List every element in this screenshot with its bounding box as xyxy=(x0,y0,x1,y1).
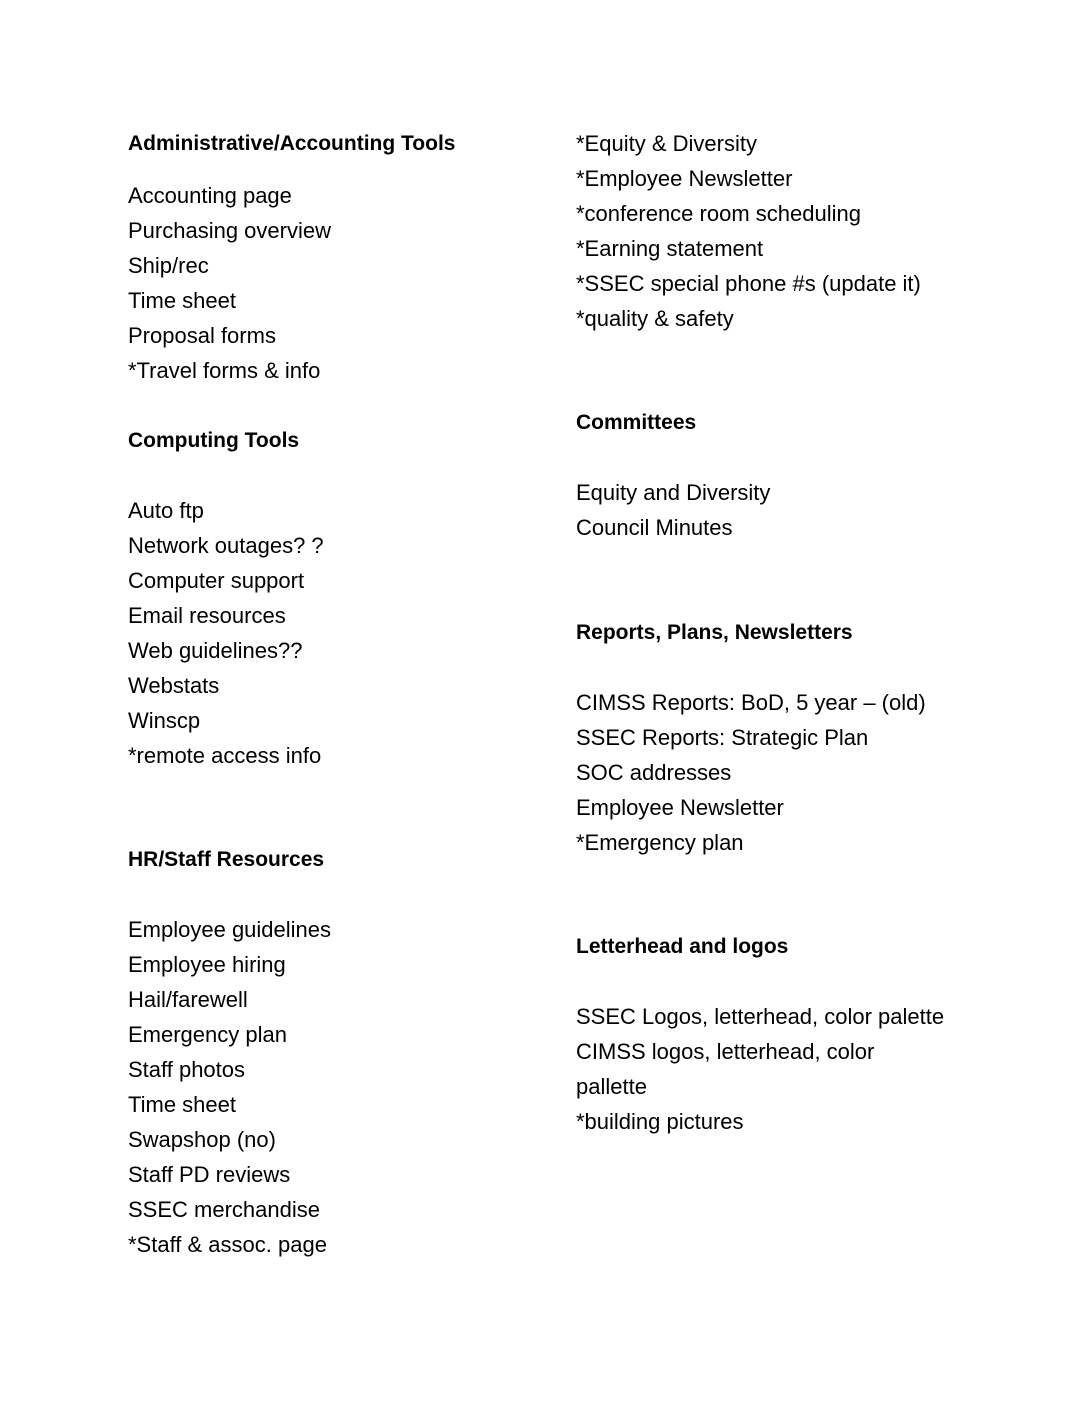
list-item: Time sheet xyxy=(128,1092,237,1117)
list-item: Webstats xyxy=(128,673,220,698)
list-item: Web guidelines?? xyxy=(128,638,303,663)
list-item: Winscp xyxy=(128,708,201,733)
computing-tools-heading: Computing Tools xyxy=(128,429,300,452)
list-item: *SSEC special phone #s (update it) xyxy=(576,271,921,296)
list-item: Proposal forms xyxy=(128,323,276,348)
list-item: *Earning statement xyxy=(576,236,764,261)
list-item: Staff PD reviews xyxy=(128,1162,291,1187)
list-item: Hail/farewell xyxy=(128,987,248,1012)
list-item: *quality & safety xyxy=(576,306,734,331)
list-item: SOC addresses xyxy=(576,760,732,785)
list-item: Swapshop (no) xyxy=(128,1127,276,1152)
hr-staff-resources-heading: HR/Staff Resources xyxy=(128,848,325,871)
list-item: *Staff & assoc. page xyxy=(128,1232,327,1257)
list-item: Staff photos xyxy=(128,1057,246,1082)
list-item: Purchasing overview xyxy=(128,218,331,243)
list-item: Accounting page xyxy=(128,183,292,208)
list-item: *building pictures xyxy=(576,1109,744,1134)
list-item: Network outages? ? xyxy=(128,533,324,558)
letterhead-logos-heading: Letterhead and logos xyxy=(576,935,789,958)
list-item: CIMSS Reports: BoD, 5 year – (old) xyxy=(576,690,926,715)
list-item: Email resources xyxy=(128,603,286,628)
list-item: CIMSS logos, letterhead, color xyxy=(576,1039,875,1064)
list-item: Employee guidelines xyxy=(128,917,332,942)
list-item: *Employee Newsletter xyxy=(576,166,793,191)
list-item: *Travel forms & info xyxy=(128,358,321,383)
list-item: SSEC Reports: Strategic Plan xyxy=(576,725,869,750)
list-item: Ship/rec xyxy=(128,253,209,278)
list-item: Council Minutes xyxy=(576,515,733,540)
list-item: *Emergency plan xyxy=(576,830,744,855)
list-item: SSEC merchandise xyxy=(128,1197,320,1222)
list-item: SSEC Logos, letterhead, color palette xyxy=(576,1004,945,1029)
list-item: *Equity & Diversity xyxy=(576,131,757,156)
list-item: Equity and Diversity xyxy=(576,480,771,505)
list-item: *conference room scheduling xyxy=(576,201,861,226)
list-item: Time sheet xyxy=(128,288,237,313)
committees-heading: Committees xyxy=(576,411,697,434)
list-item: Computer support xyxy=(128,568,305,593)
list-item: Employee hiring xyxy=(128,952,286,977)
list-item: *remote access info xyxy=(128,743,322,768)
admin-accounting-heading: Administrative/Accounting Tools xyxy=(128,132,456,155)
reports-plans-newsletters-heading: Reports, Plans, Newsletters xyxy=(576,621,853,644)
list-item: Auto ftp xyxy=(128,498,204,523)
list-item: Emergency plan xyxy=(128,1022,287,1047)
list-item: Employee Newsletter xyxy=(576,795,784,820)
list-item: pallette xyxy=(576,1074,647,1099)
